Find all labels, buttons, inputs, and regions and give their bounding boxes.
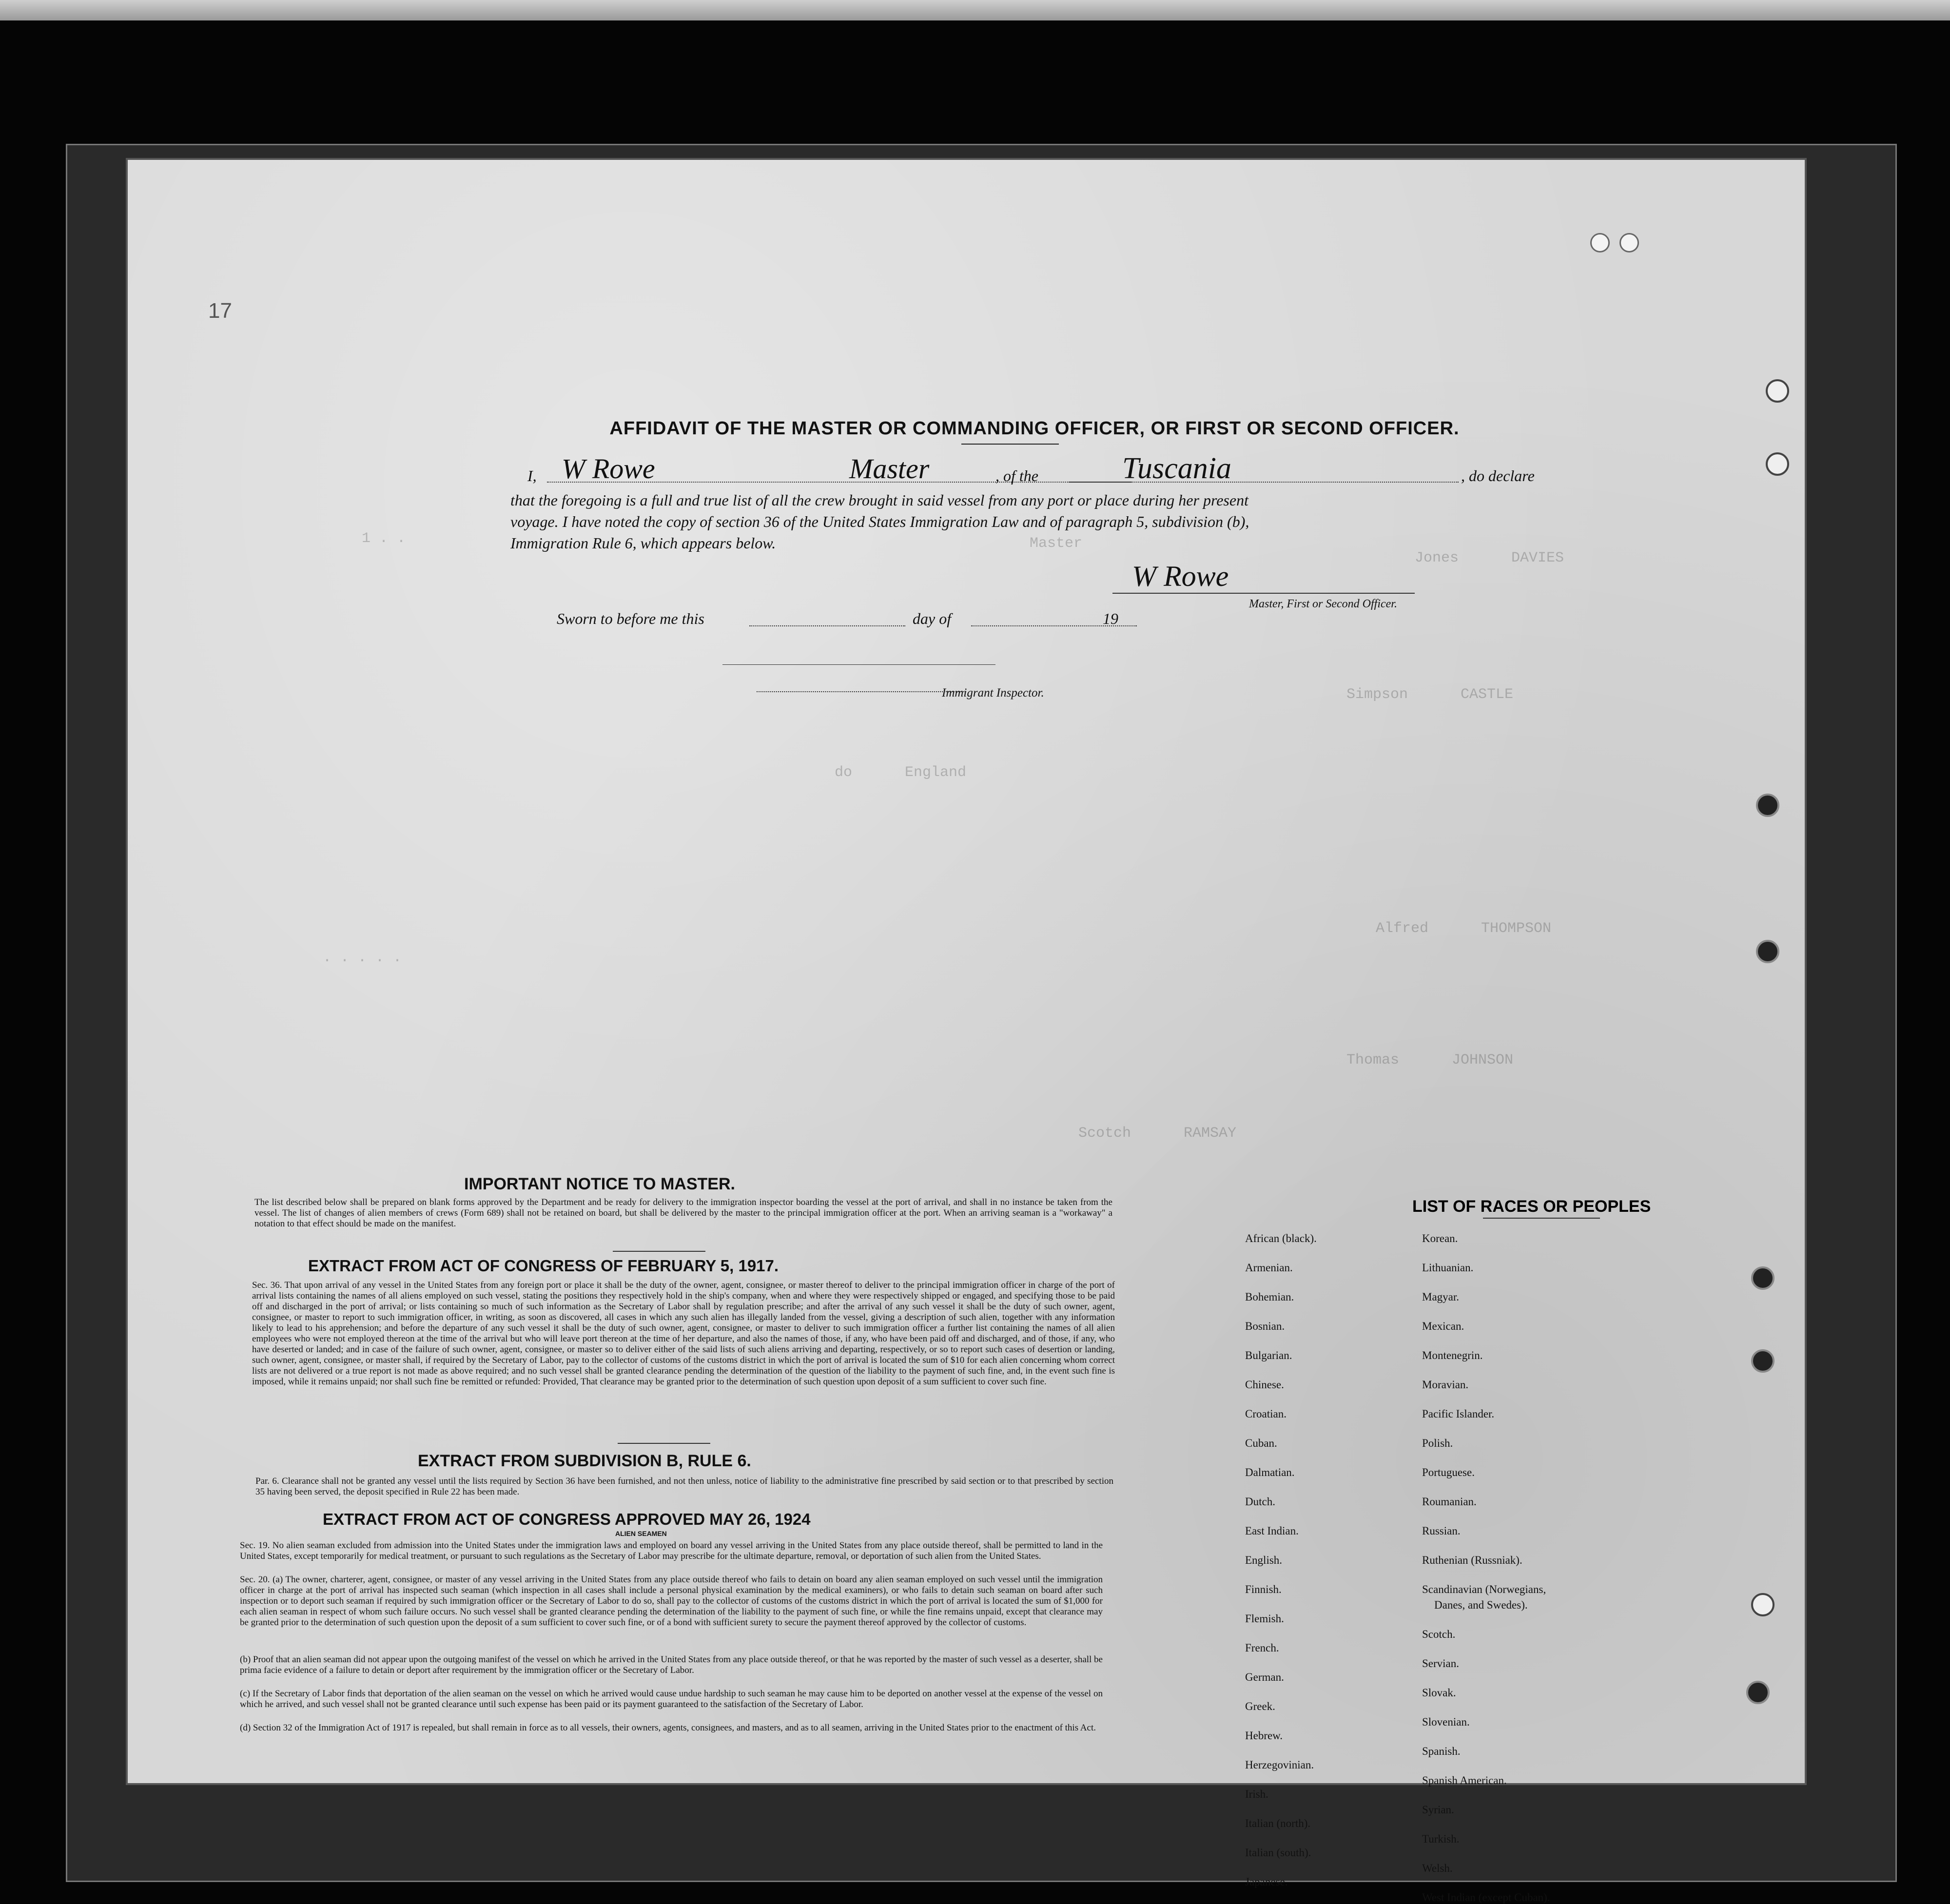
punch-hole [1766,379,1789,403]
of-the-label: , of the [995,467,1038,485]
affidavit-pronoun: I, [527,467,537,485]
race-item: Dutch. [1245,1496,1275,1508]
notice-text: The list described below shall be prepared on blank forms approved by the Department and be ready for delivery to the immigration inspector boarding the vessel at the port of arrival, and shall in no instance be taken from the vessel. The list of changes of alien members of crews (Form 689) shall not be retained on board, but shall be delivered by the master to the principal immigration officer at the port. When an arriving seaman is a "workaway" a notation to that effect should be made on the manifest. [254,1197,1112,1229]
race-item: Flemish. [1245,1613,1284,1625]
punch-hole [1751,1593,1774,1616]
do-declare-label: , do declare [1461,467,1535,485]
day-of-label: day of [913,610,952,627]
race-item: Servian. [1422,1657,1460,1670]
race-item: Portuguese. [1422,1466,1475,1478]
race-item: Italian (south). [1245,1846,1311,1859]
sworn-label: Sworn to before me this [557,610,704,627]
race-item: English. [1245,1554,1283,1566]
race-item: Slovenian. [1422,1716,1470,1728]
punch-hole [1756,940,1779,963]
extract-1924-sec20d: (d) Section 32 of the Immigration Act of 1917 is repealed, but shall remain in force as to all vessels, their owners, agents, consignees, and masters, and as to all seamen, arriving in the United States prior to the enactment of this Act. [240,1723,1096,1733]
race-item: German. [1245,1671,1284,1683]
race-item: Syrian. [1422,1804,1454,1816]
race-item: African (black). [1245,1232,1317,1244]
punch-hole [1751,1349,1774,1373]
race-item: Scandinavian (Norwegians, [1422,1583,1546,1595]
race-item: Greek. [1245,1700,1275,1712]
punch-hole [1590,233,1610,253]
section-divider [618,1443,710,1444]
race-item: Slovak. [1422,1687,1456,1699]
signature-caption: Master, First or Second Officer. [1249,598,1397,610]
race-item: Armenian. [1245,1262,1293,1274]
race-item: Herzegovinian. [1245,1759,1314,1771]
inspector-line [757,691,966,692]
race-item: Bohemian. [1245,1291,1294,1303]
extract-1924-sec20b: (b) Proof that an alien seaman did not appear upon the outgoing manifest of the vessel on which he arrived in the United States from any place outside thereof, or that he was reported by the master of such vessel as a deserter, shall be prima facie evidence of a failure to detain or deport after requirement by the immigration officer or the Secretary of Labor. [240,1654,1103,1675]
year-prefix: 19 [1103,610,1118,627]
extract-1924-sec20a: Sec. 20. (a) The owner, charterer, agent, consignee, or master of any vessel arriving in the United States from any place outside thereof who fails to detain on board any alien seaman employed on such vessel until the immigration officer in charge at the port of arrival has inspected such seaman (which inspection in all cases shall include a personal physical examination by the medical examiners), or who fails to detain such seaman on board after such inspection or to deport such seaman if required by such immigration officer or the Secretary of Labor to do so, shall pay to the collector of customs of the customs district in which the port of arrival is located the sum of $1,000 for each alien seaman in respect of whom such failure occurs. No such vessel shall be granted clearance pending the determination of the liability to the payment of such fine, or while the fine remains unpaid, except that clearance may be granted prior to the determination of such question upon the deposit of a sum sufficient to cover such fine, or of a bond with sufficient surety to secure the payment thereof approved by the collector of customs. [240,1574,1103,1628]
race-item: French. [1245,1642,1279,1654]
handwritten-rank: Master [849,453,930,485]
race-item: East Indian. [1245,1525,1299,1537]
extract-1924-subtitle: ALIEN SEAMEN [615,1530,667,1537]
race-item: Hebrew. [1245,1729,1283,1742]
race-item: Pacific Islander. [1422,1408,1495,1420]
race-item: Bosnian. [1245,1320,1285,1332]
notice-title: IMPORTANT NOTICE TO MASTER. [464,1175,735,1193]
margin-mark: 17 [208,299,232,323]
extract-1924-title: EXTRACT FROM ACT OF CONGRESS APPROVED MAY 26, 1924 [323,1510,811,1528]
race-item: Japanese. [1245,1876,1288,1888]
document-page: 1 . . Master Jones DAVIES Simpson CASTLE do England Alfred THOMPSON Thomas JOHNSON Scotch RAMSAY . . . . . 17 AFFIDAVIT OF THE MASTER OR COMMANDING OFFICER, OR FIRST OR SECOND OFFICER. I, W Rowe Master , of the Tuscania , do declare that the foregoing is a full and true list of all the crew brought in said vessel from any port or place during her present voyage. I have noted the copy of section 36 of the United States Immigration Law and of paragraph 5, subdivision (b), Immigration Rule 6, which appears below. W Rowe Master, First or Second Officer. Sworn to before me this day of 19 Immigrant Inspector. IMPORTANT NOTICE TO MASTER. The list described below shall be prepared on blank forms approved by the Department and be ready for delivery to the immigration inspector boarding the vessel at the port of arrival, and shall in no instance be taken from the vessel. The list of changes of alien members of crews (Form 689) shall not be retained on board, but shall be delivered by the master to the principal immigration officer at the port. When an arriving seaman is a "workaway" a notation to that effect should be made on the manifest. EXTRACT FROM ACT OF CONGRESS OF FEBRUARY 5, 1917. Sec. 36. That upon arrival of any vessel in the United States from any foreign port or place it shall be the duty of the owner, agent, consignee, or master thereof to deliver to the principal immigration officer in charge of the port of arrival lists containing the names of all aliens employed on such vessel, stating the positions they respectively hold in the ship's company, when and where they were respectively shipped or engaged, and specifying those to be paid off and discharged in the port of arrival; or lists containing so much of such information as the Secretary of Labor shall by regulation prescribe; and after the arrival of any such vessel it shall be the duty of such owner, agent, consignee, or master to report to such immigration officer, in writing, as soon as discovered, all cases in which any such alien has illegally landed from the vessel, giving a description of such alien, together with any information likely to lead to his apprehension; and before the departure of any such vessel it shall be the duty of such owner, agent, consignee, or master to deliver to such immigration officer a further list containing the names of all alien employees who were not employed thereon at the time of the arrival but who will leave port thereon at the time of her departure, and also the names of those, if any, who have been paid off and discharged, and of those, if any, who have deserted or landed; and in case of the failure of such owner, agent, consignee, or master so to deliver either of the said lists of such aliens arriving and departing, respectively, or so to report such cases of desertion or landing, such owner, agent, consignee, or master shall, if required by the Secretary of Labor, pay to the collector of customs of the customs district in which the port of arrival is located the sum of $10 for each alien concerning whom correct lists are not delivered or a true report is not made as above required; and no such vessel shall be granted clearance pending the determination of the question of the liability to the payment of such fine, and, in the event such fine is imposed, while it remains unpaid; nor shall such fine be remitted or refunded: Provided, That clearance may be granted prior to the determination of such question upon deposit of a sum sufficient to cover such fine. EXTRACT FROM SUBDIVISION B, RULE 6. Par. 6. Clearance shall not be granted any vessel until the lists required by Section 36 have been furnished, and not then unless, notice of liability to the administrative fine prescribed by said section or to that prescribed by section 35 having been served, the deposit specified in Rule 22 has been made. EXTRACT FROM ACT OF CONGRESS APPROVED MAY 26, 1924 ALIEN SEAMEN Sec. 19. No alien seaman excluded from admission into the United States under the immigration laws and employed on board any vessel arriving in the United States from any place outside thereof, shall be permitted to land in the United States, except temporarily for medical treatment, or pursuant to such regulations as the Secretary of Labor may prescribe for the ultimate departure, removal, or deportation of such alien from the United States. Sec. 20. (a) The owner, charterer, agent, consignee, or master of any vessel arriving in the United States from any place outside thereof who fails to detain on board any alien seaman employed on such vessel until the immigration officer in charge at the port of arrival has inspected such seaman (which inspection in all cases shall include a personal physical examination by the medical examiners), or who fails to detain such seaman on board after such inspection or to deport such seaman if required by such immigration officer or the Secretary of Labor to do so, shall pay to the collector of customs of the customs district in which the port of arrival is located the sum of $1,000 for each alien seaman in respect of whom such failure occurs. No such vessel shall be granted clearance pending the determination of the liability to the payment of such fine, or while the fine remains unpaid, except that clearance may be granted prior to the determination of such question upon the deposit of a sum sufficient to cover such fine, or of a bond with sufficient surety to secure the payment thereof approved by the collector of customs. (b) Proof that an alien seaman did not appear upon the outgoing manifest of the vessel on which he arrived in the United States from any place outside thereof, or that he was reported by the master of such vessel as a deserter, shall be prima facie evidence of a failure to detain or deport after requirement by the immigration officer or the Secretary of Labor. (c) If the Secretary of Labor finds that deportation of the alien seaman on the vessel on which he arrived would cause undue hardship to such seaman he may cause him to be deported on another vessel at the expense of the vessel on which he arrived, and such vessel shall not be granted clearance until such expense has been paid or its payment guaranteed to the satisfaction of the Secretary of Labor. (d) Section 32 of the Immigration Act of 1917 is repealed, but shall remain in force as to all vessels, their owners, agents, consignees, and masters, and as to all seamen, arriving in the United States prior to the enactment of this Act. LIST OF RACES OR PEOPLES African (black). Armenian. Bohemian. Bosnian. Bulgarian. Chinese. Croatian. Cuban. Dalmatian. Dutch. East Indian. English. Finnish. Flemish. French. German. Greek. Hebrew. Herzegovinian. Irish. Italian (north). Italian (south). Japanese. Korean. Lithuanian. Magyar. Mexican. Montenegrin. Moravian. Pacific Islander. Polish. Portuguese. Roumanian. Russian. Ruthenian (Russniak). Scandinavian (Norwegians, Danes, and Swedes). Scotch. Servian. Slovak. Slovenian. Spanish. Spanish American. Syrian. Turkish. Welsh. West Indian (except Cuban). [128,160,1805,1783]
race-item: Irish. [1245,1788,1268,1800]
inspector-caption: Immigrant Inspector. [942,686,1044,699]
extract-1917-title: EXTRACT FROM ACT OF CONGRESS OF FEBRUARY 5, 1917. [308,1257,779,1275]
affidavit-title: AFFIDAVIT OF THE MASTER OR COMMANDING OFFICER, OR FIRST OR SECOND OFFICER. [609,418,1460,439]
race-item: Magyar. [1422,1291,1460,1303]
punch-hole [1751,1266,1774,1290]
handwritten-vessel: Tuscania [1122,452,1231,485]
race-item: Montenegrin. [1422,1349,1483,1361]
race-item: Scotch. [1422,1628,1456,1640]
extract-rule6-title: EXTRACT FROM SUBDIVISION B, RULE 6. [418,1452,751,1470]
race-item: Italian (north). [1245,1817,1311,1829]
race-item: Spanish. [1422,1745,1461,1757]
sworn-day-line [749,625,905,626]
race-item: Cuban. [1245,1437,1277,1449]
punch-hole [1619,233,1639,253]
affidavit-statement-2: voyage. I have noted the copy of section 36 of the United States Immigration Law and of paragraph 5, subdivision (b), [510,513,1249,530]
scanner-edge [0,0,1950,20]
race-item: Bulgarian. [1245,1349,1292,1361]
extract-1924-sec20c: (c) If the Secretary of Labor finds that deportation of the alien seaman on the vessel on which he arrived would cause undue hardship to such seaman he may cause him to be deported on another vessel at the expense of the vessel on which he arrived, and such vessel shall not be granted clearance until such expense has been paid or its payment guaranteed to the satisfaction of the Secretary of Labor. [240,1689,1103,1710]
race-item: Roumanian. [1422,1496,1477,1508]
race-item: Lithuanian. [1422,1262,1474,1274]
race-item: Chinese. [1245,1379,1284,1391]
race-item: Mexican. [1422,1320,1464,1332]
handwritten-signature: W Rowe [1132,560,1229,592]
races-title: LIST OF RACES OR PEOPLES [1412,1197,1651,1216]
title-underline [961,444,1059,445]
extract-1924-sec19: Sec. 19. No alien seaman excluded from admission into the United States under the immigration laws and employed on board any vessel arriving in the United States from any place outside thereof, shall be permitted to land in the United States, except temporarily for medical treatment, or pursuant to such regulations as the Secretary of Labor may prescribe for the ultimate departure, removal, or deportation of such alien from the United States. [240,1540,1103,1561]
affidavit-statement-1: that the foregoing is a full and true list of all the crew brought in said vessel from any port or place during her present [510,491,1248,509]
race-item: Polish. [1422,1437,1453,1449]
punch-hole [1766,452,1789,476]
handwritten-name: W Rowe [562,453,655,485]
extract-1917-text: Sec. 36. That upon arrival of any vessel in the United States from any foreign port or place it shall be the duty of the owner, agent, consignee, or master thereof to deliver to the principal immigration officer in charge of the port of arrival lists containing the names of all aliens employed on such vessel, stating the positions they respectively hold in the ship's company, when and where they were respectively shipped or engaged, and specifying those to be paid off and discharged in the port of arrival; or lists containing so much of such information as the Secretary of Labor shall by regulation prescribe; and after the arrival of any such vessel it shall be the duty of such owner, agent, consignee, or master to report to such immigration officer, in writing, as soon as discovered, all cases in which any such alien has illegally landed from the vessel, giving a description of such alien, together with any information likely to lead to his apprehension; and before the departure of any such vessel it shall be the duty of such owner, agent, consignee, or master to deliver to such immigration officer a further list containing the names of all alien employees who were not employed thereon at the time of the arrival but who will leave port thereon at the time of her departure, and also the names of those, if any, who have been paid off and discharged, and of those, if any, who have deserted or landed; and in case of the failure of such owner, agent, consignee, or master so to deliver either of the said lists of such aliens arriving and departing, respectively, or so to report such cases of desertion or landing, such owner, agent, consignee, or master shall, if required by the Secretary of Labor, pay to the collector of customs of the customs district in which the port of arrival is located the sum of $10 for each alien concerning whom correct lists are not delivered or a true report is not made as above required; and no such vessel shall be granted clearance pending the determination of the question of the liability to the payment of such fine, and, in the event such fine is imposed, while it remains unpaid; nor shall such fine be remitted or refunded: Provided, That clearance may be granted prior to the determination of such question upon deposit of a sum sufficient to cover such fine. [252,1280,1115,1387]
race-item: Croatian. [1245,1408,1287,1420]
inspector-top-rule [722,664,995,665]
race-item: Danes, and Swedes). [1434,1599,1528,1611]
punch-hole [1746,1681,1770,1704]
signature-line [1112,593,1415,594]
races-title-underline [1483,1218,1600,1219]
race-item: Moravian. [1422,1379,1469,1391]
section-divider [613,1251,705,1252]
extract-rule6-text: Par. 6. Clearance shall not be granted any vessel until the lists required by Section 36 have been furnished, and not then unless, notice of liability to the administrative fine prescribed by said section or to that prescribed by section 35 having been served, the deposit specified in Rule 22 has been made. [255,1476,1113,1497]
race-item: Turkish. [1422,1833,1460,1845]
affidavit-statement-3: Immigration Rule 6, which appears below. [510,534,776,552]
race-item: Welsh. [1422,1862,1453,1874]
race-item: Ruthenian (Russniak). [1422,1554,1522,1566]
race-item: Russian. [1422,1525,1461,1537]
race-item: Korean. [1422,1232,1458,1244]
race-item: Dalmatian. [1245,1466,1295,1478]
punch-hole [1756,794,1779,817]
race-item: Spanish American. [1422,1774,1507,1787]
race-item: West Indian (except Cuban). [1422,1891,1550,1904]
race-item: Finnish. [1245,1583,1282,1595]
